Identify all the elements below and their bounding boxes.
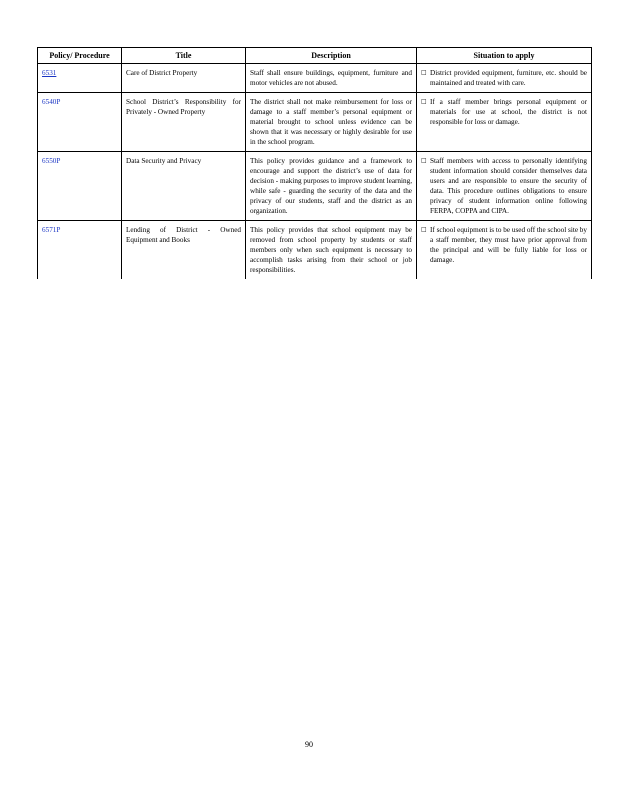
- situation-cell: [417, 93, 592, 152]
- table-row: [38, 64, 592, 93]
- header-description: Description: [246, 48, 417, 64]
- policy-code: 6550P: [42, 157, 61, 165]
- situation-text: If school equipment is to be used off the school site by a staff member, they must have prior approval from the principal and will be fully liable for loss or damage.: [430, 226, 587, 264]
- description-cell: The district shall not make reimbursement for loss or damage to a staff member’s personal equipment or material brought to school unless evidence can be shown that it was necessary or highly desirable for use in the school program.: [246, 93, 417, 152]
- situation-bullet-item: [421, 97, 587, 127]
- header-policy: Policy/ Procedure: [38, 48, 122, 64]
- situation-bullet-item: [421, 156, 587, 216]
- page-number: 90: [305, 740, 313, 749]
- bullet-icon: □: [421, 157, 427, 164]
- header-situation: Situation to apply: [417, 48, 592, 64]
- description-cell: This policy provides guidance and a framework to encourage and support the district’s use of data for decision - making purposes to improve student learning, while safe - guarding the security of the data and the privacy of our students, staff and the district as an organization.: [246, 152, 417, 221]
- situation-text: If a staff member brings personal equipment or materials for use at school, the district is not responsible for loss or damage.: [430, 98, 587, 126]
- situation-bullet-item: [421, 68, 587, 88]
- title-cell: Care of District Property: [122, 64, 246, 93]
- situation-text: District provided equipment, furniture, etc. should be maintained and treated with care.: [430, 69, 587, 87]
- bullet-icon: □: [421, 69, 427, 76]
- title-cell: Lending of District - Owned Equipment and Books: [122, 221, 246, 280]
- table-row: [38, 221, 592, 280]
- bullet-icon: □: [421, 226, 427, 233]
- description-cell: Staff shall ensure buildings, equipment, furniture and motor vehicles are not abused.: [246, 64, 417, 93]
- policy-cell: [38, 64, 122, 93]
- policy-table: [37, 47, 592, 279]
- situation-text: Staff members with access to personally identifying student information should consider themselves data users and are responsible to ensure the security of data. This procedure outlines obligations to ensure privacy of student information online following FERPA, COPPA and CIPA.: [430, 157, 587, 215]
- policy-code: 6540P: [42, 98, 61, 106]
- situation-bullet-item: [421, 225, 587, 265]
- title-cell: Data Security and Privacy: [122, 152, 246, 221]
- bullet-icon: □: [421, 98, 427, 105]
- title-cell: School District’s Responsibility for Privately - Owned Property: [122, 93, 246, 152]
- policy-cell: [38, 152, 122, 221]
- situation-cell: [417, 64, 592, 93]
- table-row: [38, 152, 592, 221]
- table-header-row: [38, 48, 592, 64]
- policy-code-link[interactable]: 6531: [42, 69, 57, 77]
- situation-cell: [417, 152, 592, 221]
- description-cell: This policy provides that school equipment may be removed from school property by students or staff members only when such equipment is necessary to accomplish tasks arising from their school or job responsibilities.: [246, 221, 417, 280]
- situation-cell: [417, 221, 592, 280]
- table-row: [38, 93, 592, 152]
- policy-cell: [38, 221, 122, 280]
- header-title: Title: [122, 48, 246, 64]
- policy-code: 6571P: [42, 226, 61, 234]
- policy-cell: [38, 93, 122, 152]
